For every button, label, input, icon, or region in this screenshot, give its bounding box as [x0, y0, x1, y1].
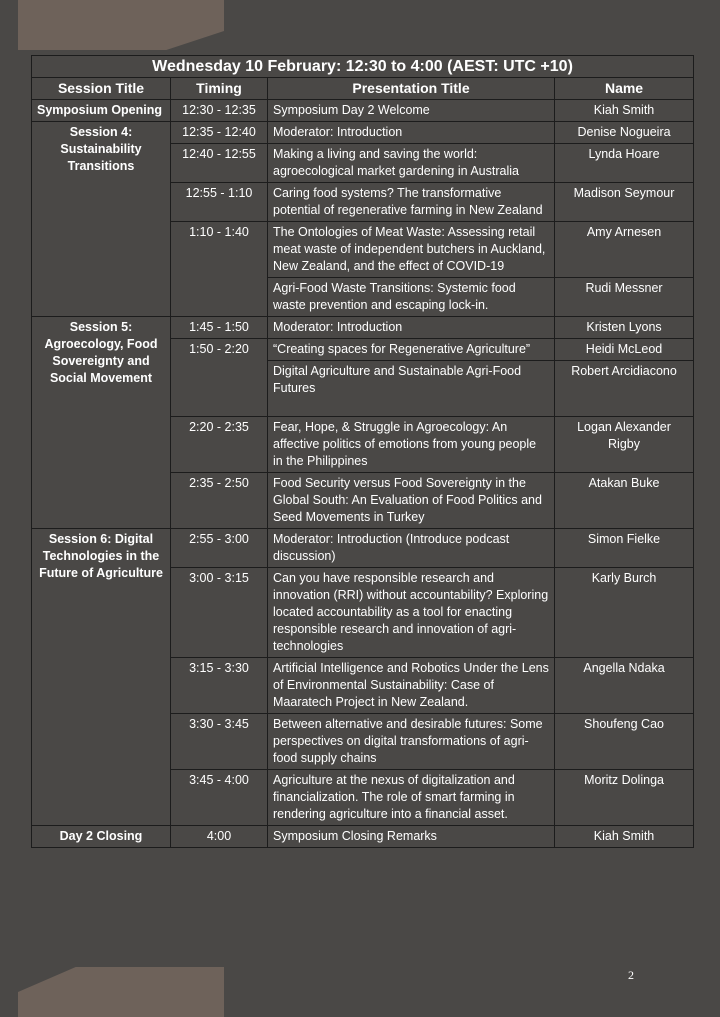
column-header-timing: Timing — [171, 78, 268, 100]
timing-cell: 4:00 — [171, 826, 268, 848]
presentation-title-cell: Moderator: Introduction — [268, 317, 555, 339]
session-title-opening: Symposium Opening — [32, 100, 171, 122]
schedule-title-row — [32, 56, 694, 78]
session-title-session-5: Session 5: Agroecology, Food Sovereignty and Social Movement — [32, 317, 171, 529]
timing-cell: 1:50 - 2:20 — [171, 339, 268, 417]
presenter-name-cell: Amy Arnesen — [555, 222, 694, 278]
table-row — [32, 100, 694, 122]
table-row — [32, 317, 694, 339]
presenter-name-cell: Lynda Hoare — [555, 144, 694, 183]
presenter-name-cell: Logan Alexander Rigby — [555, 417, 694, 473]
decorative-tab-top — [18, 0, 224, 50]
table-row — [32, 122, 694, 144]
column-header-session-title: Session Title — [32, 78, 171, 100]
presentation-title-cell: The Ontologies of Meat Waste: Assessing retail meat waste of independent butchers in Auckland, New Zealand, and the effect of COVID-19 — [268, 222, 555, 278]
presentation-title-cell: Symposium Closing Remarks — [268, 826, 555, 848]
presentation-title-cell: Food Security versus Food Sovereignty in the Global South: An Evaluation of Food Politics and Seed Movements in Turkey — [268, 473, 555, 529]
presenter-name-cell: Kiah Smith — [555, 826, 694, 848]
presenter-name-cell: Shoufeng Cao — [555, 714, 694, 770]
presenter-name-cell: Madison Seymour — [555, 183, 694, 222]
presentation-title-cell: Artificial Intelligence and Robotics Under the Lens of Environmental Sustainability: Case of Maaratech Project in New Zealand. — [268, 658, 555, 714]
presenter-name-cell: Moritz Dolinga — [555, 770, 694, 826]
schedule-title: Wednesday 10 February: 12:30 to 4:00 (AEST: UTC +10) — [32, 56, 694, 78]
presenter-name-cell: Kiah Smith — [555, 100, 694, 122]
presentation-title-cell: Fear, Hope, & Struggle in Agroecology: An affective politics of emotions from young people in the Philippines — [268, 417, 555, 473]
presenter-name-cell: Robert Arcidiacono — [555, 361, 694, 417]
presenter-name-cell: Angella Ndaka — [555, 658, 694, 714]
table-row — [32, 826, 694, 848]
timing-cell: 12:30 - 12:35 — [171, 100, 268, 122]
presenter-name-cell: Heidi McLeod — [555, 339, 694, 361]
timing-cell: 12:55 - 1:10 — [171, 183, 268, 222]
presenter-name-cell: Kristen Lyons — [555, 317, 694, 339]
presentation-title-cell: Symposium Day 2 Welcome — [268, 100, 555, 122]
timing-cell: 12:35 - 12:40 — [171, 122, 268, 144]
timing-cell: 12:40 - 12:55 — [171, 144, 268, 183]
column-header-presentation-title: Presentation Title — [268, 78, 555, 100]
presentation-title-cell: Agri-Food Waste Transitions: Systemic food waste prevention and escaping lock-in. — [268, 278, 555, 317]
page-number: 2 — [628, 968, 634, 982]
presenter-name-cell: Rudi Messner — [555, 278, 694, 317]
timing-cell: 2:20 - 2:35 — [171, 417, 268, 473]
column-header-name: Name — [555, 78, 694, 100]
presentation-title-cell: Can you have responsible research and innovation (RRI) without accountability? Exploring located accountability as a tool for enacting responsible research and innovation of agri-technologies — [268, 568, 555, 658]
presenter-name-cell: Karly Burch — [555, 568, 694, 658]
presenter-name-cell: Denise Nogueira — [555, 122, 694, 144]
table-row — [32, 529, 694, 568]
timing-cell: 2:55 - 3:00 — [171, 529, 268, 568]
session-title-session-4: Session 4: Sustainability Transitions — [32, 122, 171, 317]
presentation-title-cell: Moderator: Introduction (Introduce podcast discussion) — [268, 529, 555, 568]
presenter-name-cell: Simon Fielke — [555, 529, 694, 568]
presentation-title-cell: Between alternative and desirable futures: Some perspectives on digital transformations of agri-food supply chains — [268, 714, 555, 770]
decorative-tab-bottom — [18, 967, 224, 1017]
session-title-session-6: Session 6: Digital Technologies in the Future of Agriculture — [32, 529, 171, 826]
timing-cell: 2:35 - 2:50 — [171, 473, 268, 529]
schedule-table — [31, 55, 694, 848]
timing-cell: 3:45 - 4:00 — [171, 770, 268, 826]
presenter-name-cell: Atakan Buke — [555, 473, 694, 529]
timing-cell: 1:45 - 1:50 — [171, 317, 268, 339]
presentation-title-cell: Agriculture at the nexus of digitalization and financialization. The role of smart farming in rendering agriculture into a financial asset. — [268, 770, 555, 826]
timing-cell: 3:00 - 3:15 — [171, 568, 268, 658]
presentation-title-cell: Making a living and saving the world: agroecological market gardening in Australia — [268, 144, 555, 183]
presentation-title-cell: Caring food systems? The transformative potential of regenerative farming in New Zealand — [268, 183, 555, 222]
timing-cell: 3:30 - 3:45 — [171, 714, 268, 770]
presentation-title-cell: Moderator: Introduction — [268, 122, 555, 144]
session-title-closing: Day 2 Closing — [32, 826, 171, 848]
timing-cell: 1:10 - 1:40 — [171, 222, 268, 317]
presentation-title-cell: Digital Agriculture and Sustainable Agri-Food Futures — [268, 361, 555, 417]
presentation-title-cell: “Creating spaces for Regenerative Agriculture” — [268, 339, 555, 361]
column-header-row — [32, 78, 694, 100]
timing-cell: 3:15 - 3:30 — [171, 658, 268, 714]
